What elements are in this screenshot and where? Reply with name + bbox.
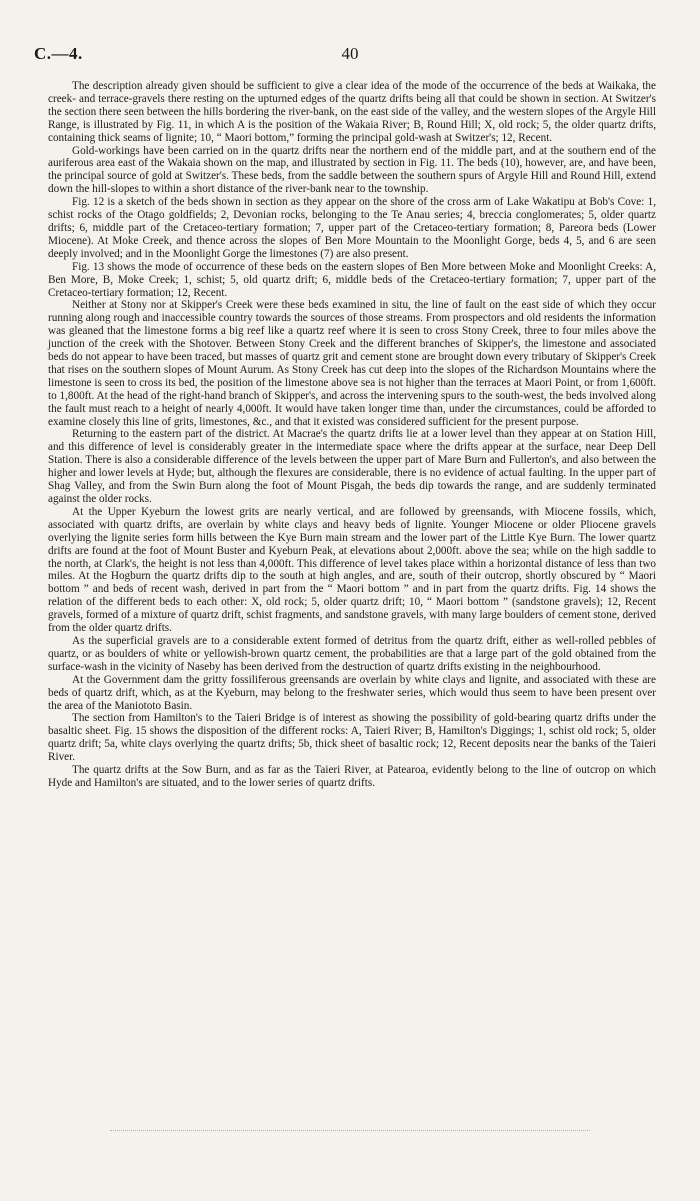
paragraph: Neither at Stony nor at Skipper's Creek were these beds examined in situ, the line of fault on the east side of which they occur running along rough and inaccessible country towards the sources of those streams. From prospectors and old residents the information was gleaned that the limestone forms a big reef like a quartz reef where it is seen to cross Stony Creek, three to four miles above the junction of the creek with the Shotover. Between Stony Creek and the different branches of Skipper's, the limestone and associated beds do not appear to have been traced, but masses of quartz grit and cement stone are brought down every tributary of Skipper's Creek that rises on the southern slopes of Mount Aurum. As Stony Creek has cut deep into the slopes of the Richardson Mountains where the limestone is seen to cross its bed, the position of the limestone above sea is not higher than the terraces at Maori Point, or from 1,600ft. to 1,800ft. At the head of the right-hand branch of Skipper's, and across the intervening spurs to the south-west, the beds involved along the fault must reach to a height of nearly 4,000ft. It would have taken longer time than, under the circumstances, could be afforded to examine closely this line of grits, limestones, &c., and that it existed was considered sufficient for the present purpose. (48, 299, 656, 428)
paragraph: As the superficial gravels are to a considerable extent formed of detritus from the quartz drift, either as well-rolled pebbles of quartz, or as boulders of white or yellowish-brown quartz cement, the probabilities are that a large part of the gold obtained from the surface-wash in the vicinity of Naseby has been derived from the destruction of quartz drifts existing in the neighbourhood. (48, 634, 656, 673)
footer-divider (110, 1130, 590, 1131)
document-code: C.—4. (34, 44, 83, 63)
paragraph: Returning to the eastern part of the district. At Macrae's the quartz drifts lie at a lower level than they appear at on Station Hill, and this difference of level is considerably greater in the intermediate space where the drifts appear at the surface, near Deep Dell Station. There is also a considerable difference of the levels between the upper part of Mare Burn and Fullerton's, and also between the higher and lower levels at Hyde; but, although the flexures are considerable, there is no evidence of actual faulting. In the upper part of Shag Valley, and from the Swin Burn along the foot of Mount Pisgah, the beds dip towards the range, and are suddenly terminated against the older rocks. (48, 428, 656, 505)
page-header (34, 44, 666, 70)
paragraph: The quartz drifts at the Sow Burn, and as far as the Taieri River, at Patearoa, evidently belong to the line of outcrop on which Hyde and Hamilton's are situated, and to the lower series of quartz drifts. (48, 764, 656, 789)
paragraph: At the Upper Kyeburn the lowest grits are nearly vertical, and are followed by greensands, with Miocene fossils, which, associated with quartz drifts, are overlain by white clays and heavy beds of lignite. Younger Miocene or older Pliocene gravels overlying the lignite series form hills between the Kye Burn main stream and the lower part of the Little Kye Burn. The lower quartz drifts are found at the foot of Mount Buster and Kyeburn Peak, at elevations about 2,000ft. above the sea; while on the high saddle to the north, at Clark's, the height is not less than 4,000ft. This difference of level takes place within a horizontal distance of less than two miles. At the Hogburn the quartz drifts dip to the south at high angles, and are, south of their outcrop, shortly obscured by “ Maori bottom ” and beds of recent wash, derived in part from the “ Maori bottom ” and in part from the quartz drifts. Fig. 14 shows the relation of the different beds to each other: X, old rock; 5, older quartz drift; 10, “ Maori bottom ” (sandstone gravels); 12, Recent gravels, formed of a mixture of quartz drift, schist fragments, and sandstone gravels, with many large boulders of cement stone, derived from the older quartz drifts. (48, 505, 656, 635)
page-number: 40 (341, 44, 359, 63)
paragraph: Fig. 12 is a sketch of the beds shown in section as they appear on the shore of the cross arm of Lake Wakatipu at Bob's Cove: 1, schist rocks of the Otago goldfields; 2, Devonian rocks, belonging to the Te Anau series; 4, breccia conglomerates; 5, older quartz drifts; 6, middle part of the Cretaceo-tertiary formation; 7, upper part of the Cretaceo-tertiary formation; 8, Pareora beds (Lower Miocene). At Moke Creek, and thence across the slopes of Ben More Mountain to the Moonlight Gorge, beds 4, 5, and 6 are seen deeply involved; and in the Moonlight Gorge the limestones (7) are also present. (48, 196, 656, 260)
body-text (48, 80, 656, 790)
paragraph: The section from Hamilton's to the Taieri Bridge is of interest as showing the possibility of gold-bearing quartz drifts under the basaltic sheet. Fig. 15 shows the disposition of the different rocks: A, Taieri River; B, Hamilton's Diggings; 1, schist old rock; 5, older quartz drift; 5a, white clays overlying the quartz drifts; 5b, thick sheet of basaltic rock; 12, Recent deposits near the banks of the Taieri River. (48, 712, 656, 764)
paragraph: Gold-workings have been carried on in the quartz drifts near the northern end of the middle part, and at the southern end of the auriferous area east of the Wakaia shown on the map, and illustrated by section in Fig. 11. The beds (10), however, are, and have been, the principal source of gold at Switzer's. These beds, from the saddle between the southern spurs of Argyle Hill and Round Hill, extend down the hill-slopes to within a short distance of the river-bank near to the township. (48, 144, 656, 196)
paragraph: The description already given should be sufficient to give a clear idea of the mode of the occurrence of the beds at Waikaka, the creek- and terrace-gravels there resting on the upturned edges of the quartz drifts being all that could be shown in section. At Switzer's the section there seen between the hills bordering the river-bank, on the east side of the valley, and the western slopes of the Argyle Hill Range, is illustrated by Fig. 11, in which A is the position of the Wakaia River; B, Round Hill; X, old rock; 5, the older quartz drifts, containing thick seams of lignite; 10, “ Maori bottom,” forming the principal gold-wash at Switzer's; 12, Recent. (48, 80, 656, 144)
paragraph: Fig. 13 shows the mode of occurrence of these beds on the eastern slopes of Ben More between Moke and Moonlight Creeks: A, Ben More, B, Moke Creek; 1, schist; 5, old quartz drift; 6, middle beds of the Cretaceo-tertiary formation; 7, upper part of the Cretaceo-tertiary formation; 12, Recent. (48, 260, 656, 299)
paragraph: At the Government dam the gritty fossiliferous greensands are overlain by white clays and lignite, and associated with these are beds of quartz drift, which, as at the Kyeburn, may belong to the freshwater series, which would thus seem to have been present over the area of the Maniototo Basin. (48, 673, 656, 712)
